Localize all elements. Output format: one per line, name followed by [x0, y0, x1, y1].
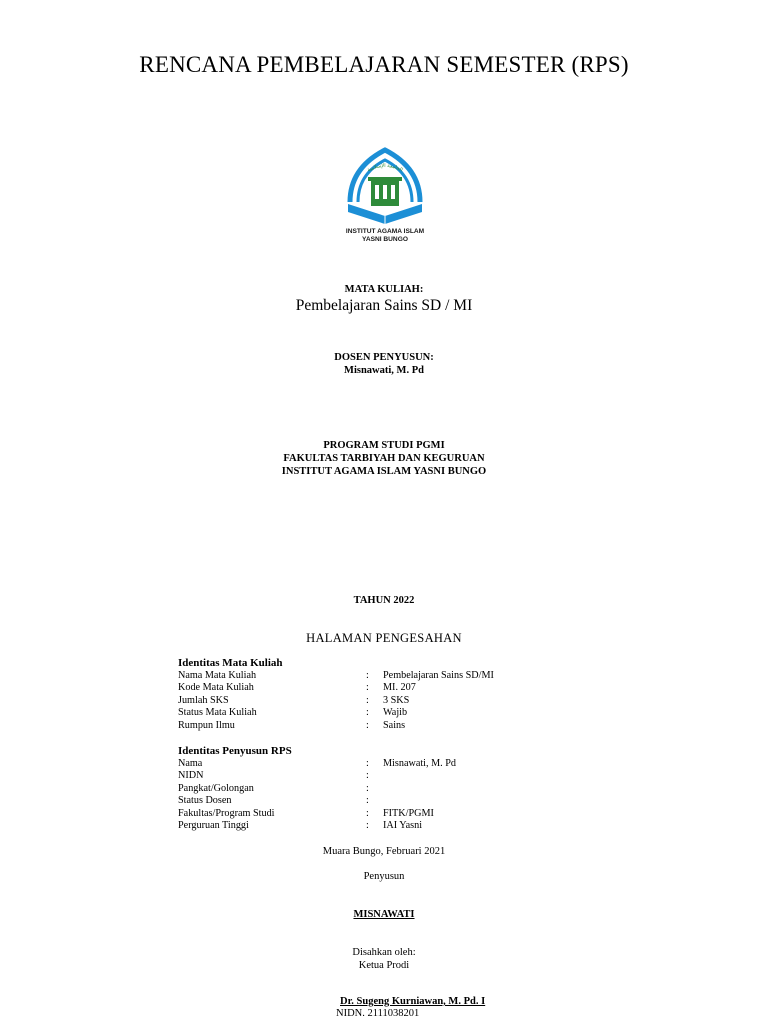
year: TAHUN 2022	[353, 595, 415, 606]
course-label: MATA KULIAH:	[344, 284, 424, 295]
field-colon: :	[366, 707, 369, 719]
field-label: Kode Mata Kuliah	[178, 682, 254, 694]
field-value: MI. 207	[383, 682, 416, 694]
field-value: 3 SKS	[383, 694, 410, 706]
field-label: Pangkat/Golongan	[178, 782, 254, 794]
author-identity-heading: Identitas Penyusun RPS	[178, 745, 292, 757]
author-label: DOSEN PENYUSUN:	[334, 352, 434, 363]
field-colon: :	[366, 670, 369, 681]
field-label: Status Mata Kuliah	[178, 707, 257, 719]
field-label: Nama Mata Kuliah	[178, 670, 257, 681]
field-value: IAI Yasni	[383, 820, 423, 831]
table-row	[178, 795, 598, 807]
institute-name: INSTITUT AGAMA ISLAM YASNI BUNGO	[281, 466, 487, 477]
field-colon: :	[366, 694, 369, 706]
field-value: FITK/PGMI	[383, 807, 434, 819]
approved-by-label: Disahkan oleh:	[352, 947, 416, 958]
place-date: Muara Bungo, Februari 2021	[322, 846, 446, 857]
signer-name: MISNAWATI	[353, 909, 415, 920]
author-name: Misnawati, M. Pd	[344, 365, 424, 376]
faculty-name: FAKULTAS TARBIYAH DAN KEGURUAN	[283, 453, 485, 464]
table-row	[178, 808, 598, 820]
table-row	[178, 670, 598, 682]
table-row	[178, 770, 598, 782]
field-label: Rumpun Ilmu	[178, 719, 235, 731]
table-row	[178, 820, 598, 832]
field-label: Jumlah SKS	[178, 694, 229, 706]
field-value: Sains	[383, 719, 406, 731]
document-title: RENCANA PEMBELAJARAN SEMESTER (RPS)	[139, 52, 629, 77]
course-identity-heading: Identitas Mata Kuliah	[178, 657, 283, 669]
mosque-dome-logo-graphic	[334, 140, 436, 242]
table-row	[178, 682, 598, 694]
field-value: Wajib	[383, 707, 408, 719]
course-name: Pembelajaran Sains SD / MI	[295, 297, 473, 314]
logo-text-line1: INSTITUT AGAMA ISLAM	[345, 228, 425, 235]
table-row	[178, 707, 598, 719]
field-colon: :	[366, 682, 369, 694]
field-colon: :	[366, 807, 369, 819]
field-label: Status Dosen	[178, 795, 232, 807]
field-colon: :	[366, 770, 369, 782]
field-colon: :	[366, 758, 369, 769]
field-colon: :	[366, 782, 369, 794]
signer-role: Penyusun	[363, 871, 405, 882]
approval-heading: HALAMAN PENGESAHAN	[306, 631, 462, 645]
field-label: Fakultas/Program Studi	[178, 807, 275, 819]
field-value: Pembelajaran Sains SD/MI	[383, 670, 494, 681]
table-row	[178, 720, 598, 732]
logo-arabic-text: الجامعة الإسلامية	[366, 162, 404, 174]
study-program: PROGRAM STUDI PGMI	[323, 440, 445, 451]
field-colon: :	[366, 719, 369, 731]
table-row	[178, 783, 598, 795]
field-label: Nama	[178, 758, 203, 769]
approver-name: Dr. Sugeng Kurniawan, M. Pd. I	[340, 996, 486, 1007]
field-label: NIDN	[178, 770, 204, 782]
approver-role: Ketua Prodi	[358, 960, 410, 971]
table-row	[178, 695, 598, 707]
institution-logo	[334, 140, 436, 242]
field-colon: :	[366, 795, 369, 807]
approver-nidn: NIDN. 2111038201	[336, 1008, 420, 1019]
field-label: Perguruan Tinggi	[178, 820, 249, 831]
table-row	[178, 758, 598, 770]
logo-text-line2: YASNI BUNGO	[362, 236, 408, 242]
field-colon: :	[366, 820, 369, 831]
field-value: Misnawati, M. Pd	[383, 758, 457, 769]
